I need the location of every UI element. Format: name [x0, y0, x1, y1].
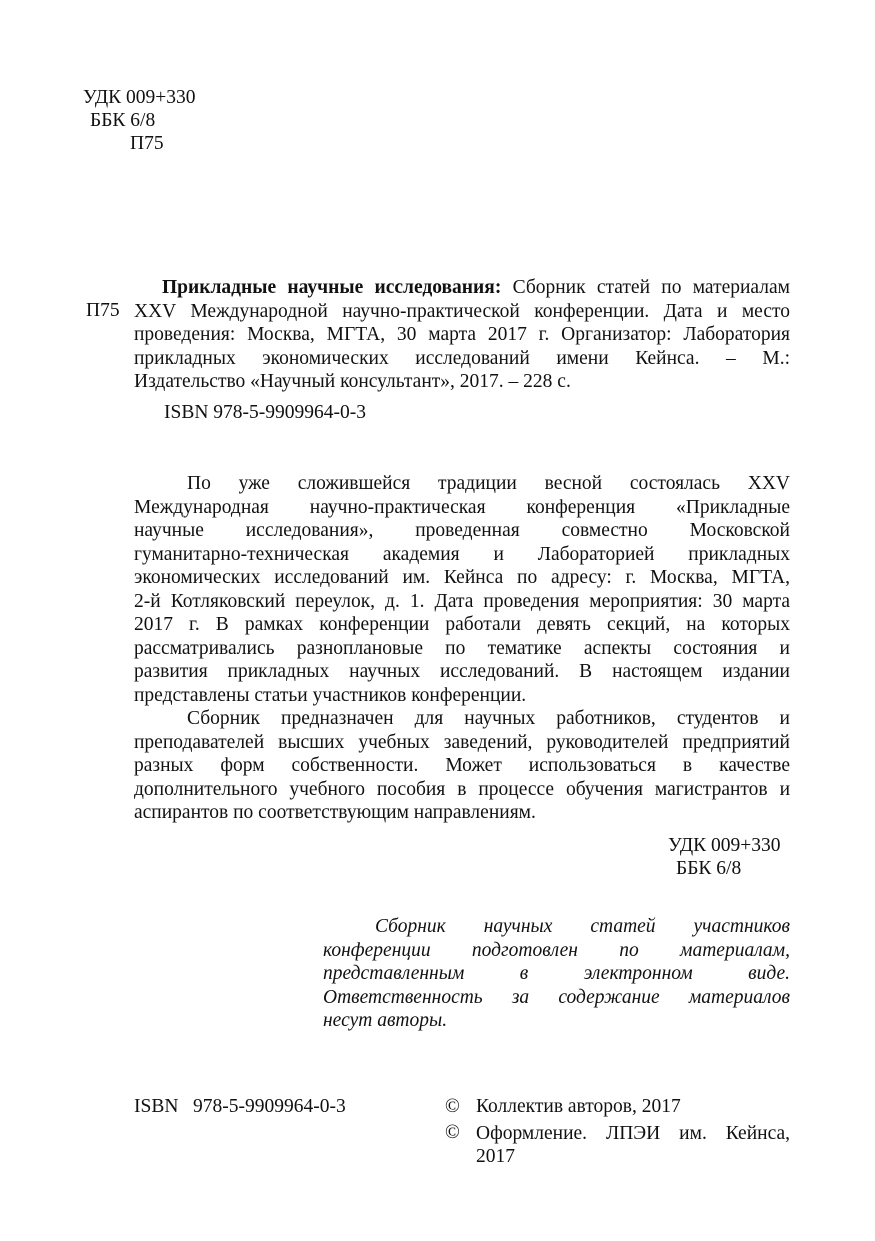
- imprint-isbn: ISBN 978-5-9909964-0-3: [134, 1096, 346, 1117]
- udk-code-bottom: УДК 009+330: [668, 835, 781, 856]
- abstract-line: аспирантов по соответствующим направлениям.: [134, 802, 536, 823]
- note-line: конференции подготовлен по материалам,: [323, 939, 790, 961]
- abstract-line: развития прикладных научных исследований. В настоящем издании: [134, 661, 790, 682]
- abstract-line: По уже сложившейся традиции весной состоялась XXV: [187, 473, 790, 494]
- author-mark-top: П75: [130, 133, 164, 154]
- copyright-design: [476, 1122, 790, 1168]
- bib-title: Прикладные научные исследования:: [162, 277, 502, 298]
- abstract-line: представлены статьи участников конференции.: [134, 684, 527, 706]
- responsibility-note: [323, 915, 790, 1033]
- bib-line-1-rest: Сборник статей по материалам: [501, 277, 790, 298]
- copyright-authors: Коллектив авторов, 2017: [476, 1096, 681, 1117]
- abstract-line: 2-й Котляковский переулок, д. 1. Дата проведения мероприятия: 30 марта: [134, 590, 790, 612]
- abstract-line: экономических исследований им. Кейнса по адресу: г. Москва, МГТА,: [134, 567, 790, 588]
- abstract-line: Сборник предназначен для научных работников, студентов и: [187, 708, 790, 729]
- abstract-line: разных форм собственности. Может использоваться в качестве: [134, 755, 790, 776]
- copyright-design-line: Оформление. ЛПЭИ им. Кейнса,: [476, 1123, 790, 1144]
- abstract: [134, 472, 790, 825]
- abstract-line: преподавателей высших учебных заведений, руководителей предприятий: [134, 731, 790, 753]
- abstract-line: гуманитарно-техническая академия и Лабораторией прикладных: [134, 543, 790, 565]
- abstract-line: дополнительного учебного пособия в процессе обучения магистрантов и: [134, 778, 790, 800]
- bib-author-mark: П75: [86, 300, 120, 321]
- udk-code-top: УДК 009+330: [83, 87, 196, 108]
- note-line: несут авторы.: [323, 1010, 448, 1031]
- bib-line-4: прикладных экономических исследований имени Кейнса. – М.:: [134, 347, 790, 369]
- copyright-design-year: 2017: [476, 1145, 515, 1167]
- bib-line-2: XXV Международной научно-практической конференции. Дата и место: [134, 300, 790, 322]
- abstract-line: 2017 г. В рамках конференции работали девять секций, на которых: [134, 614, 790, 635]
- bib-line-5: Издательство «Научный консультант», 2017. – 228 с.: [134, 371, 571, 392]
- abstract-line: рассматривались разноплановые по тематике аспекты состояния и: [134, 637, 790, 659]
- bib-record: [134, 276, 790, 394]
- abstract-line: Международная научно-практическая конференция «Прикладные: [134, 496, 790, 518]
- bib-isbn: ISBN 978-5-9909964-0-3: [164, 402, 367, 423]
- bib-line-1: [134, 276, 790, 300]
- abstract-line: научные исследования», проведенная совместно Московской: [134, 520, 790, 541]
- bbk-code-top: ББК 6/8: [90, 110, 156, 131]
- copyright-symbol: ©: [445, 1096, 460, 1117]
- note-line: представленным в электронном виде.: [323, 963, 790, 984]
- bib-line-3: проведения: Москва, МГТА, 30 марта 2017 г. Организатор: Лаборатория: [134, 324, 790, 345]
- note-line: Сборник научных статей участников: [375, 916, 790, 937]
- copyright-symbol: ©: [445, 1122, 460, 1143]
- note-line: Ответственность за содержание материалов: [323, 986, 790, 1008]
- bbk-code-bottom: ББК 6/8: [676, 858, 742, 879]
